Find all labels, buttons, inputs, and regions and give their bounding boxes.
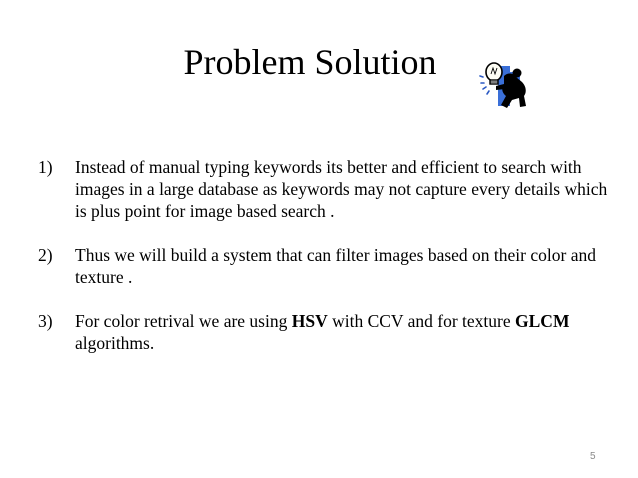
list-item	[38, 310, 613, 354]
person-with-lightbulb-icon	[476, 56, 532, 112]
list-item	[38, 156, 613, 222]
list-item-text	[75, 311, 569, 353]
text-segment: algorithms.	[75, 333, 155, 353]
list-item-number: 1)	[38, 157, 53, 177]
list-item	[38, 244, 613, 288]
text-segment: For color retrival we are using	[75, 311, 292, 331]
page-number: 5	[590, 451, 596, 462]
list-item-text: Thus we will build a system that can filter images based on their color and texture .	[75, 245, 596, 287]
bold-term-hsv: HSV	[291, 311, 328, 331]
bold-term-glcm: GLCM	[515, 311, 570, 331]
slide-title: Problem Solution	[183, 42, 437, 82]
solution-list	[38, 156, 613, 376]
text-segment: with CCV and for texture	[327, 311, 516, 331]
list-item-number: 3)	[38, 311, 53, 331]
list-item-number: 2)	[38, 245, 53, 265]
list-item-text: Instead of manual typing keywords its better and efficient to search with images in a large database as keywords may not capture every details which is plus point for image based search .	[75, 157, 608, 221]
